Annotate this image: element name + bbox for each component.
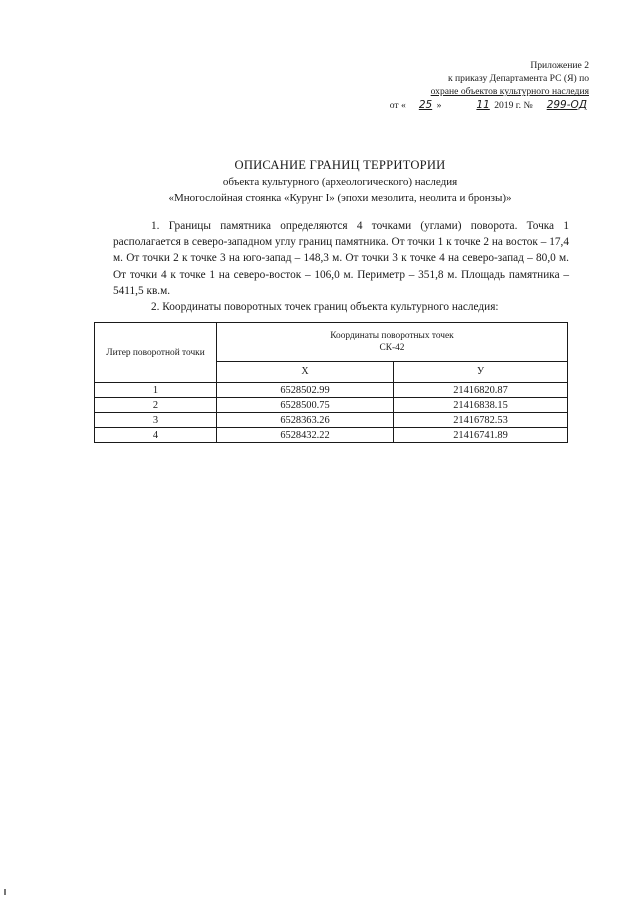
cell-point: 1 xyxy=(95,383,217,398)
cell-x: 6528363.26 xyxy=(217,413,394,428)
date-prefix: от « xyxy=(389,99,406,111)
order-number-handwritten: 299-ОД xyxy=(546,98,587,111)
cell-x: 6528500.75 xyxy=(217,398,394,413)
appendix-header xyxy=(390,59,589,112)
object-type: объекта культурного (археологического) наследия xyxy=(222,176,458,188)
object-name: «Многослойная стоянка «Курунг I» (эпохи мезолита, неолита и бронзы)» xyxy=(168,192,512,204)
table-row xyxy=(95,413,568,428)
appendix-date-line xyxy=(390,99,589,112)
scan-mark xyxy=(4,889,6,895)
table-row xyxy=(95,398,568,413)
table-row xyxy=(95,428,568,443)
cell-x: 6528432.22 xyxy=(217,428,394,443)
appendix-department: охране объектов культурного наследия xyxy=(430,86,589,98)
appendix-order-ref: к приказу Департамента РС (Я) по xyxy=(447,73,589,85)
coordinates-table xyxy=(94,322,568,443)
cell-x: 6528502.99 xyxy=(217,383,394,398)
paragraph-coordinates-intro: 2. Координаты поворотных точек границ объекта культурного наследия: xyxy=(151,301,499,314)
header-y: У xyxy=(394,361,568,382)
cell-point: 2 xyxy=(95,398,217,413)
cell-point: 4 xyxy=(95,428,217,443)
header-coordinates-title: Координаты поворотных точек xyxy=(330,330,454,341)
body-text xyxy=(113,218,569,315)
date-month-handwritten: 11 xyxy=(476,98,490,111)
cell-y: 21416782.53 xyxy=(394,413,568,428)
cell-y: 21416820.87 xyxy=(394,383,568,398)
date-day-handwritten: 25 xyxy=(418,98,433,111)
table-row xyxy=(95,383,568,398)
header-liter: Литер поворотной точки xyxy=(95,323,217,383)
header-x: Х xyxy=(217,361,394,382)
date-year: 2019 г. № xyxy=(494,99,533,111)
paragraph-boundaries: 1. Границы памятника определяются 4 точками (углами) поворота. Точка 1 располагается в северо-западном углу границ памятника. От точки 1 к точке 2 на восток – 17,4 м. От точки 2 к точке 3 на юго-запад – 148,3 м. От точки 3 к точке 4 на северо-запад – 80,0 м. От точки 4 к точке 1 на северо-восток – 106,0 м. Периметр – 351,8 м. Площадь памятника – 5411,5 кв.м. xyxy=(113,220,569,297)
title-block xyxy=(95,156,585,206)
cell-point: 3 xyxy=(95,413,217,428)
document-title: ОПИСАНИЕ ГРАНИЦ ТЕРРИТОРИИ xyxy=(234,158,446,172)
header-coordinates xyxy=(217,323,568,362)
cell-y: 21416838.15 xyxy=(394,398,568,413)
cell-y: 21416741.89 xyxy=(394,428,568,443)
date-mid: » xyxy=(436,99,442,111)
header-coordinates-system: СК-42 xyxy=(379,342,405,353)
appendix-label: Приложение 2 xyxy=(530,60,589,71)
